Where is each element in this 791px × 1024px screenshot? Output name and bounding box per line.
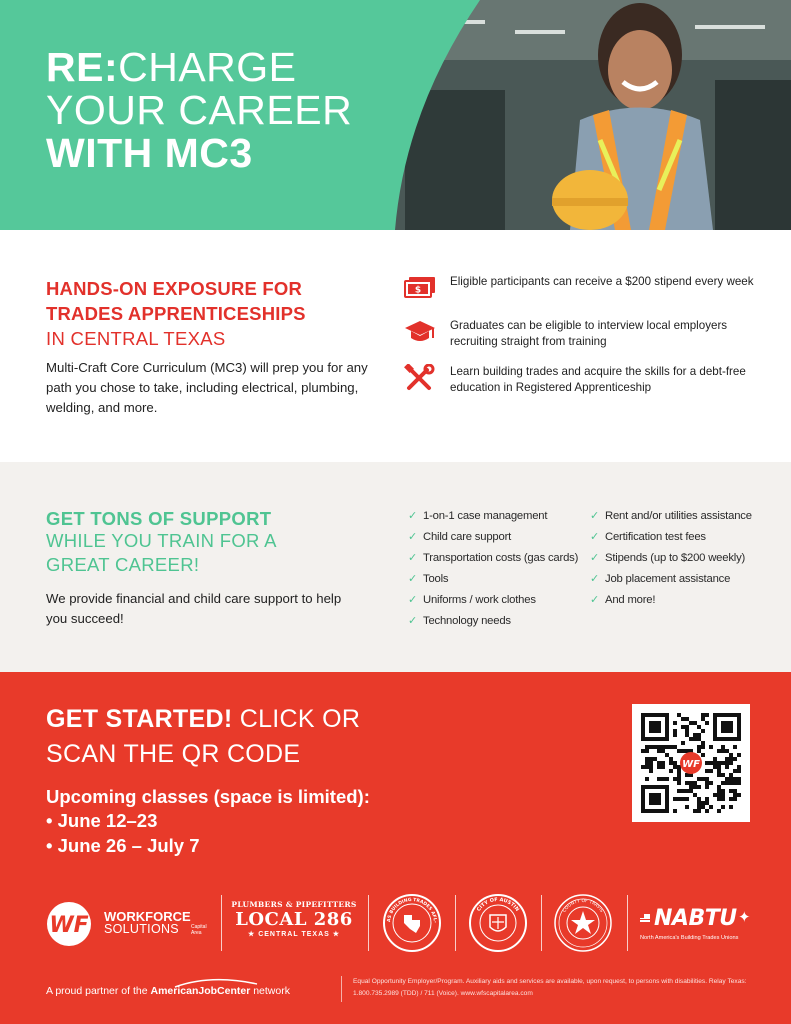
- exposure-body: Multi-Craft Core Curriculum (MC3) will prep you for any path you chose to take, including electrical, plumbing, welding, and more.: [46, 360, 368, 415]
- logo-divider: [368, 895, 369, 951]
- legal-disclaimer: Equal Opportunity Employer/Program. Auxiliary aids and services are available, upon request, to persons with disabilities. Relay Texas: 1.800.735.2989 (TDD) / 711 (Voice). www.wfscapitalarea.com: [353, 978, 747, 997]
- check-icon: ✓: [408, 615, 418, 627]
- benefit-text: Learn building trades and acquire the skills for a debt-free education in Registered Apprenticeship: [450, 365, 746, 394]
- ajc-partner-line: [46, 984, 290, 998]
- list-item-text: Certification test fees: [605, 531, 706, 543]
- list-item-text: Tools: [423, 573, 449, 585]
- partner-logos: [0, 888, 791, 958]
- workforce-solutions-logo: [46, 901, 216, 947]
- local-line2: LOCAL 286: [235, 909, 353, 930]
- qr-finder-pattern: [643, 787, 667, 811]
- support-list-left: [408, 506, 578, 632]
- svg-text:$: $: [414, 285, 422, 296]
- exposure-heading-line2: TRADES APPRENTICESHIPS: [46, 303, 306, 324]
- check-icon: ✓: [590, 573, 600, 585]
- logo-divider: [455, 895, 456, 951]
- hero-title-charge: CHARGE: [118, 44, 297, 90]
- list-item-text: Transportation costs (gas cards): [423, 552, 579, 564]
- list-item-text: Stipends (up to $200 weekly): [605, 552, 746, 564]
- hero-banner: [0, 0, 791, 230]
- travis-county-seal: [553, 893, 613, 953]
- local-line1: PLUMBERS & PIPEFITTERS: [231, 900, 357, 909]
- support-section: [0, 462, 791, 672]
- class-date-item: • June 12–23: [46, 810, 158, 831]
- partner-brand: AmericanJobCenter: [150, 985, 251, 997]
- seal1-text: AS BUILDING TRADES AFL-: [386, 897, 438, 923]
- check-icon: ✓: [590, 510, 600, 522]
- logo-divider: [541, 895, 542, 951]
- list-item-text: Job placement assistance: [605, 573, 731, 585]
- footer-divider: [341, 976, 342, 1002]
- support-heading-line1: GET TONS OF SUPPORT: [46, 508, 272, 529]
- list-item-text: Child care support: [423, 531, 512, 543]
- logo-divider: [627, 895, 628, 951]
- workforce-name: WORKFORCE: [104, 909, 191, 924]
- list-item: [590, 569, 752, 590]
- list-item-text: 1-on-1 case management: [423, 510, 548, 522]
- list-item-text: Rent and/or utilities assistance: [605, 510, 752, 522]
- list-item-text: And more!: [605, 594, 656, 606]
- qr-finder-pattern: [715, 715, 739, 739]
- check-icon: ✓: [590, 531, 600, 543]
- check-icon: ✓: [590, 552, 600, 564]
- list-item: [590, 527, 752, 548]
- seal2-text: CITY OF AUSTIN: [475, 896, 521, 913]
- hero-title: [46, 46, 352, 175]
- list-item: [408, 611, 578, 632]
- texas-building-trades-seal: [382, 893, 442, 953]
- list-item-text: Uniforms / work clothes: [423, 594, 536, 606]
- list-item: [408, 527, 578, 548]
- check-icon: ✓: [408, 510, 418, 522]
- exposure-heading-line3: IN CENTRAL TEXAS: [46, 328, 226, 349]
- class-dates-list: [46, 808, 200, 858]
- nabtu-logo: [640, 906, 760, 946]
- hero-title-line2: YOUR CAREER: [46, 87, 353, 133]
- benefit-text: Eligible participants can receive a $200 stipend every week: [450, 275, 754, 288]
- qr-code-link[interactable]: [632, 704, 750, 822]
- get-started-scan: SCAN THE QR CODE: [46, 740, 301, 768]
- money-icon: [403, 274, 437, 302]
- get-started-section: [0, 672, 791, 1024]
- workforce-cap: Capital Area: [191, 924, 207, 936]
- seal3-text: COUNTY OF TRAVIS: [562, 898, 604, 914]
- hero-title-re: RE:: [46, 44, 119, 90]
- list-item: [590, 548, 752, 569]
- check-icon: ✓: [408, 531, 418, 543]
- get-started-click: CLICK OR: [232, 705, 361, 733]
- list-item: [408, 548, 578, 569]
- qr-finder-pattern: [643, 715, 667, 739]
- hero-curve-shape: [395, 0, 485, 230]
- hero-title-line3: WITH MC3: [46, 130, 253, 176]
- ajc-swoosh-icon: [171, 976, 261, 988]
- benefit-text: Graduates can be eligible to interview local employers recruiting straight from training: [450, 319, 728, 348]
- partner-prefix: A proud partner of the: [46, 985, 151, 997]
- check-icon: ✓: [408, 594, 418, 606]
- workforce-globe-icon: [46, 901, 96, 947]
- local-line3: ★ CENTRAL TEXAS ★: [247, 931, 341, 938]
- check-icon: ✓: [408, 552, 418, 564]
- qr-code[interactable]: [641, 713, 741, 813]
- class-date-item: • June 26 – July 7: [46, 835, 200, 856]
- get-started-title: [46, 702, 496, 772]
- exposure-heading-line1: HANDS-ON EXPOSURE FOR: [46, 278, 303, 299]
- city-of-austin-seal: [468, 893, 528, 953]
- exposure-section: [0, 230, 791, 462]
- list-item: [590, 590, 752, 611]
- support-heading: [46, 508, 366, 577]
- partner-suffix: network: [250, 985, 290, 997]
- get-started-bold: GET STARTED!: [46, 705, 233, 733]
- qr-center-text: WF: [682, 759, 700, 770]
- upcoming-classes-label: Upcoming classes (space is limited):: [46, 786, 370, 807]
- graduation-cap-icon: [403, 318, 437, 346]
- nabtu-mark: NABTU: [654, 906, 737, 931]
- list-item: [408, 506, 578, 527]
- logo-divider: [221, 895, 222, 951]
- check-icon: ✓: [590, 594, 600, 606]
- tools-icon: [403, 364, 437, 392]
- exposure-heading: [46, 276, 386, 351]
- support-heading-line2: WHILE YOU TRAIN FOR A: [46, 530, 277, 551]
- local-286-logo: [226, 900, 362, 940]
- list-item: [408, 590, 578, 611]
- us-flag-icon: [640, 914, 650, 922]
- maple-leaf-icon: ✦: [738, 909, 751, 926]
- workforce-sub: SOLUTIONS: [104, 922, 179, 936]
- support-list-right: [590, 506, 752, 611]
- support-heading-line3: GREAT CAREER!: [46, 554, 200, 575]
- nabtu-sub: North America's Building Trades Unions: [640, 935, 739, 941]
- list-item: [408, 569, 578, 590]
- list-item: [590, 506, 752, 527]
- support-body: We provide financial and child care support to help you succeed!: [46, 591, 342, 626]
- check-icon: ✓: [408, 573, 418, 585]
- list-item-text: Technology needs: [423, 615, 511, 627]
- workforce-mark-text: WF: [49, 913, 89, 938]
